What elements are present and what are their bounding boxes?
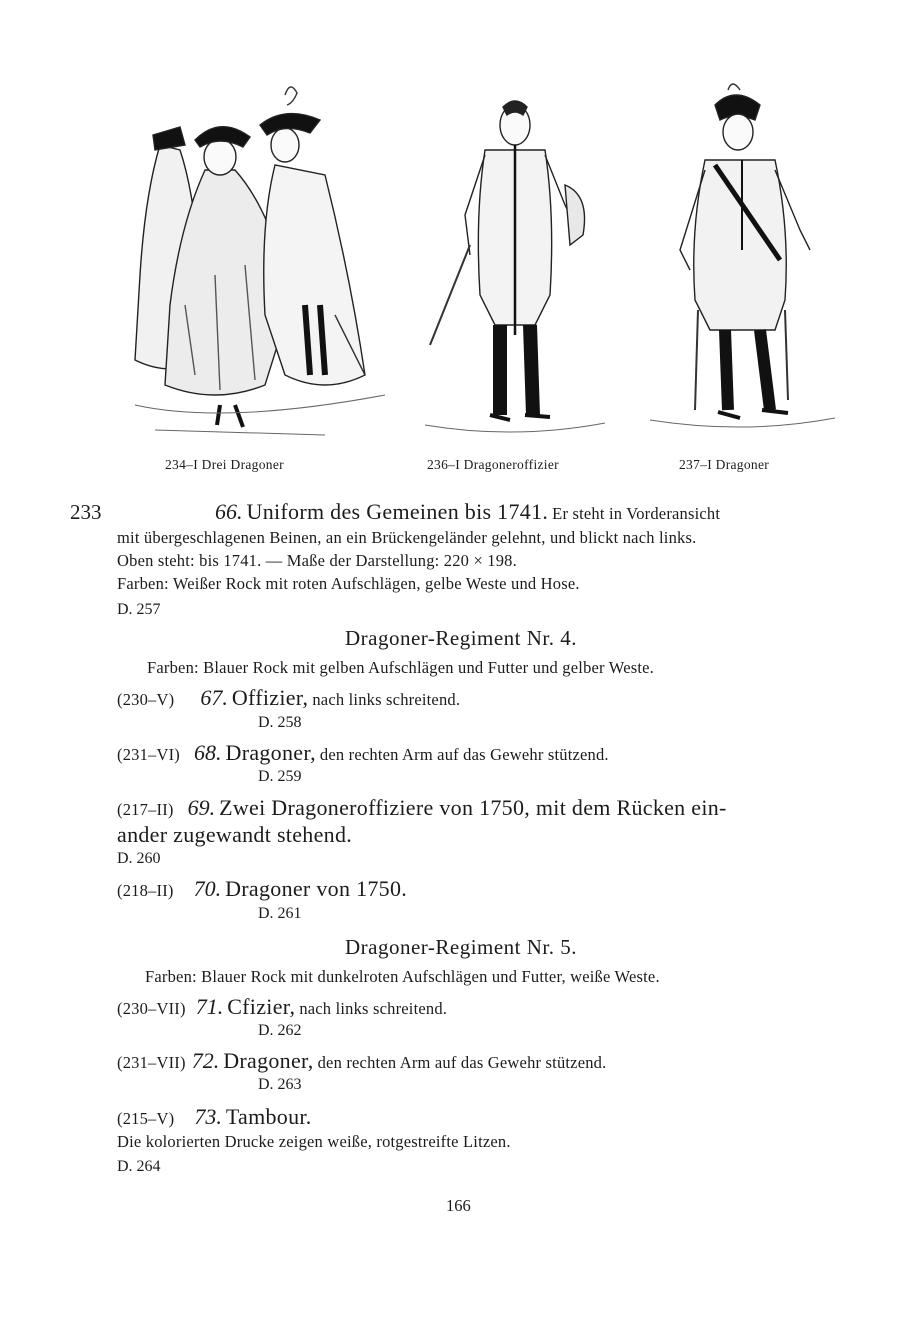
figure-caption: 234–I Drei Dragoner (165, 457, 284, 472)
entry-text: den rechten Arm auf das Gewehr stützend. (319, 745, 609, 764)
reference: D. 263 (258, 1076, 302, 1093)
entry-number: 72. (191, 1048, 220, 1073)
section-heading: Dragoner-Regiment Nr. 4. (345, 626, 578, 650)
entry-code: (231–VI) (117, 745, 180, 764)
reference: D. 257 (117, 601, 161, 618)
entry-line (117, 795, 727, 821)
entry-text: Oben steht: bis 1741. — Maße der Darstellung: 220 × 198. (117, 551, 517, 570)
entry-colors: Farben: Weißer Rock mit roten Aufschlägen, gelbe Weste und Hose. (117, 574, 580, 593)
entry-text: Er steht in Vorderansicht (552, 504, 721, 523)
entry-line (117, 1048, 606, 1074)
entry-number: 73. (194, 1104, 222, 1129)
entry-code: (215–V) (117, 1109, 175, 1128)
entry-title: Dragoner, (223, 1048, 314, 1073)
entry-code: (231–VII) (117, 1053, 186, 1072)
section-heading: Dragoner-Regiment Nr. 5. (345, 935, 578, 959)
reference: D. 258 (258, 714, 302, 731)
entry-number: 70. (193, 876, 222, 901)
reference: D. 262 (258, 1022, 302, 1039)
entry-code: (217–II) (117, 800, 174, 819)
reference: D. 264 (117, 1158, 161, 1175)
entry-title: Uniform des Gemeinen bis 1741. (246, 499, 549, 524)
entry-number: 69. (187, 795, 216, 820)
entry-code: (218–II) (117, 881, 174, 900)
illustration-dragoon (650, 80, 840, 445)
entry-note: Die kolorierten Drucke zeigen weiße, rotgestreifte Litzen. (117, 1132, 511, 1151)
illustration-three-dragoons (125, 75, 405, 445)
page-number: 166 (446, 1196, 471, 1215)
entry-line (117, 685, 460, 711)
figure-caption: 236–I Dragoneroffizier (427, 457, 559, 472)
entry-text: mit übergeschlagenen Beinen, an ein Brückengeländer gelehnt, und blickt nach links. (117, 528, 697, 547)
entry-number: 66. (215, 499, 243, 524)
entry-line (117, 994, 447, 1020)
entry-number: 71. (195, 994, 224, 1019)
entry-title: Zwei Dragoneroffiziere von 1750, mit dem Rücken ein- (219, 795, 727, 820)
entry-line (117, 876, 407, 902)
entry-code: (230–V) (117, 690, 175, 709)
reference: D. 261 (258, 905, 302, 922)
entry-title-continued: ander zugewandt stehend. (117, 822, 353, 847)
illustration-dragoon-officer (415, 95, 615, 445)
entry-title: Cfizier, (227, 994, 296, 1019)
entry-title: Tambour. (225, 1104, 312, 1129)
entry-code: (230–VII) (117, 999, 186, 1018)
entry-text: nach links schreitend. (299, 999, 448, 1018)
figure-caption: 237–I Dragoner (679, 457, 770, 472)
entry-text: den rechten Arm auf das Gewehr stützend. (317, 1053, 607, 1072)
entry-title: Dragoner, (225, 740, 316, 765)
entry-number: 67. (200, 685, 228, 710)
entry-line (117, 740, 609, 766)
entry-text: nach links schreitend. (312, 690, 461, 709)
margin-number: 233 (70, 500, 102, 524)
entry-number: 68. (194, 740, 222, 765)
entry-title: Dragoner von 1750. (225, 876, 408, 901)
entry-title-line (215, 499, 720, 525)
section-colors: Farben: Blauer Rock mit dunkelroten Aufschlägen und Futter, weiße Weste. (145, 967, 660, 986)
entry-title: Offizier, (231, 685, 309, 710)
reference: D. 259 (258, 768, 302, 785)
section-colors: Farben: Blauer Rock mit gelben Aufschlägen und Futter und gelber Weste. (147, 658, 654, 677)
reference: D. 260 (117, 850, 161, 867)
entry-line (117, 1104, 312, 1130)
